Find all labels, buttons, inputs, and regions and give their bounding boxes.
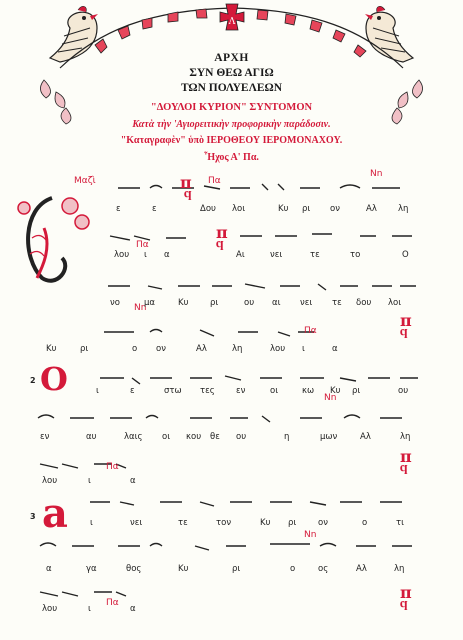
syllable: ο bbox=[290, 564, 296, 574]
syllable: ου bbox=[236, 432, 247, 442]
syllable: α bbox=[164, 250, 170, 260]
syllable: λοι bbox=[388, 298, 402, 308]
syllable: τε bbox=[332, 298, 342, 308]
syllable: Κυ bbox=[260, 518, 271, 528]
syllable: Κυ bbox=[278, 204, 289, 214]
syllable: λαις bbox=[124, 432, 143, 442]
syllable: α bbox=[46, 564, 52, 574]
syllable: τε bbox=[310, 250, 320, 260]
syllable: ον bbox=[156, 344, 166, 354]
syllable: τι bbox=[396, 518, 404, 528]
syllable: ρι bbox=[80, 344, 89, 354]
syllable: μων bbox=[320, 432, 338, 442]
syllable: Αλ bbox=[196, 344, 207, 354]
syllable: νει bbox=[270, 250, 283, 260]
marker-nn: Nn bbox=[134, 303, 147, 313]
header-line-5: Κατὰ τὴν 'Αγιορειτικὴν προφορικὴν παράδοσιν. bbox=[132, 119, 331, 130]
syllable: νει bbox=[300, 298, 313, 308]
syllable: ρι bbox=[302, 204, 311, 214]
syllable: δου bbox=[356, 298, 372, 308]
syllable: Αλ bbox=[356, 564, 367, 574]
syllable: στω bbox=[164, 386, 182, 396]
marker-pa: Πα bbox=[208, 176, 221, 186]
syllable: λου bbox=[42, 604, 58, 614]
neume-notation bbox=[0, 172, 463, 632]
syllable: Δου bbox=[200, 204, 216, 214]
syllable: ον bbox=[318, 518, 328, 528]
header-line-3: ΤΩΝ ΠΟΛΥΕΛΕΩΝ bbox=[180, 82, 283, 94]
syllable: κω bbox=[302, 386, 315, 396]
syllable: λη bbox=[398, 204, 409, 214]
header-line-4: "ΔΟΥΛΟΙ ΚΥΡΙΟΝ" ΣΥΝΤΟΜΟΝ bbox=[150, 102, 313, 113]
syllable: ο bbox=[132, 344, 138, 354]
syllable: θε bbox=[210, 432, 220, 442]
syllable: αι bbox=[272, 298, 281, 308]
header-line-7: Ἦχος Α' Πα. bbox=[204, 152, 259, 163]
syllable: ρι bbox=[210, 298, 219, 308]
syllable: ε bbox=[116, 204, 121, 214]
marker-nn: Nn bbox=[324, 393, 337, 403]
syllable: λου bbox=[114, 250, 130, 260]
syllable: νο bbox=[110, 298, 120, 308]
syllable: τε bbox=[178, 518, 188, 528]
verse-number: 3 bbox=[30, 512, 36, 521]
syllable: ε bbox=[130, 386, 135, 396]
svg-text:Λ: Λ bbox=[228, 17, 236, 27]
initial-letter-2: Ο bbox=[40, 360, 68, 398]
header-line-2: ΣΥΝ ΘΕΩ ΑΓΙΩ bbox=[189, 67, 274, 79]
syllable: Κυ bbox=[46, 344, 57, 354]
syllable: ι bbox=[96, 386, 99, 396]
syllable: ρι bbox=[288, 518, 297, 528]
syllable: το bbox=[350, 250, 361, 260]
syllable: α bbox=[332, 344, 338, 354]
pi-icon: π bbox=[400, 311, 412, 330]
syllable: εν bbox=[236, 386, 246, 396]
syllable: μα bbox=[144, 298, 156, 308]
header-line-1: ΑΡΧΗ bbox=[214, 52, 249, 64]
syllable: α bbox=[130, 476, 136, 486]
verse-number: 2 bbox=[30, 376, 36, 385]
syllable: θος bbox=[126, 564, 142, 574]
syllable: Κυ bbox=[178, 298, 189, 308]
marker-mazi: Μαζὶ bbox=[74, 176, 96, 186]
syllable: ο bbox=[362, 518, 368, 528]
syllable: Κυ bbox=[330, 386, 341, 396]
syllable: λου bbox=[42, 476, 58, 486]
syllable: οι bbox=[162, 432, 171, 442]
syllable: Αι bbox=[236, 250, 245, 260]
syllable: ι bbox=[302, 344, 305, 354]
pi-icon: π bbox=[216, 223, 228, 242]
marker-pa: Πα bbox=[106, 598, 119, 608]
syllable: αυ bbox=[86, 432, 97, 442]
marker-nn: Nn bbox=[370, 169, 383, 179]
syllable: η bbox=[284, 432, 290, 442]
syllable: κου bbox=[186, 432, 202, 442]
syllable: α bbox=[130, 604, 136, 614]
pi-icon: π bbox=[400, 447, 412, 466]
syllable: ον bbox=[330, 204, 340, 214]
header-line-6: "Καταγραφὲν" ὑπὸ ΙΕΡΟΘΕΟΥ ΙΕΡΟΜΟΝΑΧΟΥ. bbox=[120, 135, 343, 146]
syllable: λη bbox=[232, 344, 243, 354]
stroke-icon: ϥ bbox=[400, 599, 408, 614]
marker-pa: Πα bbox=[106, 462, 119, 472]
syllable: ος bbox=[318, 564, 329, 574]
stroke-icon: ϥ bbox=[400, 463, 408, 478]
syllable: ου bbox=[398, 386, 409, 396]
initial-letter-3: a bbox=[42, 490, 68, 537]
syllable: ρι bbox=[352, 386, 361, 396]
syllable: ρι bbox=[232, 564, 241, 574]
stroke-icon: ϥ bbox=[184, 189, 192, 204]
syllable: τες bbox=[200, 386, 215, 396]
syllable: οι bbox=[270, 386, 279, 396]
pi-icon: π bbox=[400, 583, 412, 602]
pi-icon: π bbox=[180, 173, 192, 192]
syllable: Αλ bbox=[366, 204, 377, 214]
syllable: ι bbox=[144, 250, 147, 260]
syllable: Κυ bbox=[178, 564, 189, 574]
marker-pa: Πα bbox=[136, 240, 149, 250]
syllable: λη bbox=[400, 432, 411, 442]
syllable: Αλ bbox=[360, 432, 371, 442]
syllable: ε bbox=[152, 204, 157, 214]
syllable: λοι bbox=[232, 204, 246, 214]
marker-pa: Πα bbox=[304, 326, 317, 336]
syllable: ι bbox=[88, 476, 91, 486]
syllable: γα bbox=[86, 564, 97, 574]
syllable: ι bbox=[88, 604, 91, 614]
syllable: ι bbox=[90, 518, 93, 528]
syllable: ου bbox=[244, 298, 255, 308]
stroke-icon: ϥ bbox=[400, 327, 408, 342]
marker-nn: Nn bbox=[304, 530, 317, 540]
syllable: εν bbox=[40, 432, 50, 442]
syllable: λη bbox=[394, 564, 405, 574]
stroke-icon: ϥ bbox=[216, 239, 224, 254]
syllable: τον bbox=[216, 518, 232, 528]
syllable: λου bbox=[270, 344, 286, 354]
syllable: Ο bbox=[402, 250, 409, 260]
syllable: νει bbox=[130, 518, 143, 528]
